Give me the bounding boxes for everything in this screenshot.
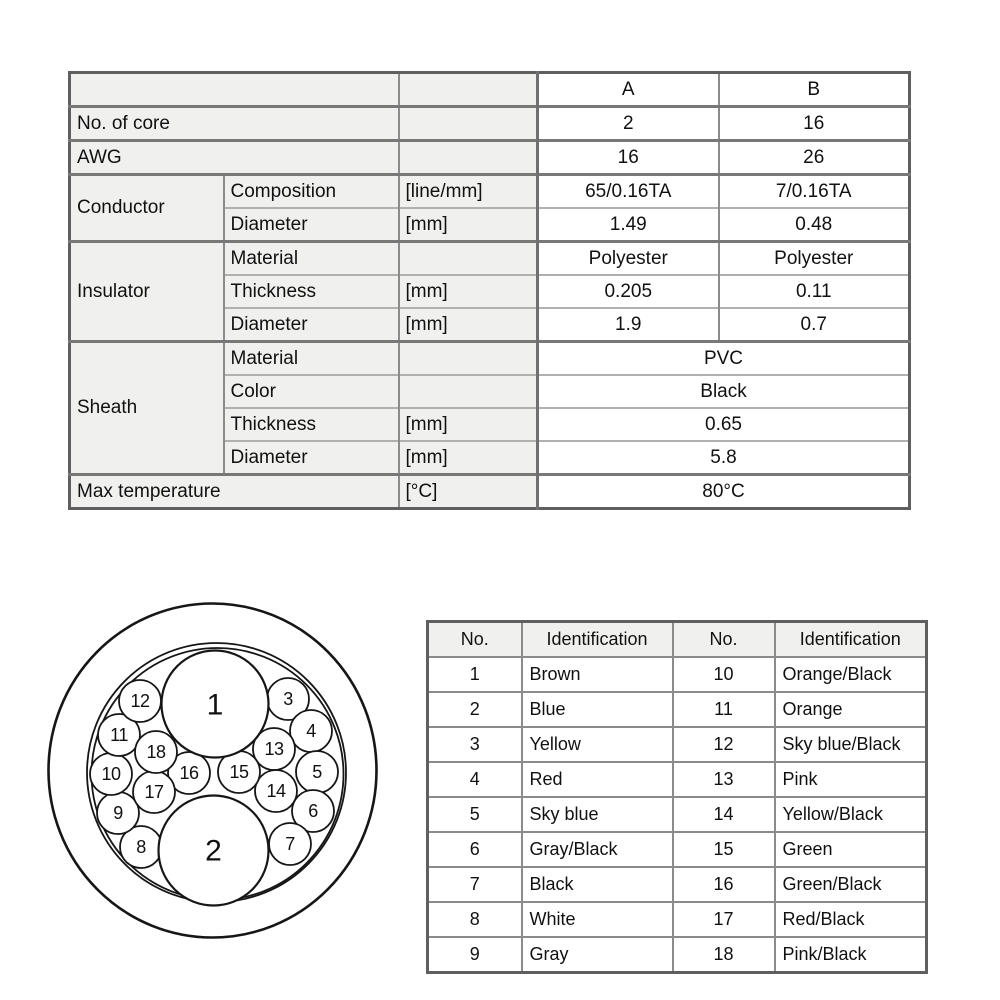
ident-row-7-16 (428, 867, 927, 902)
composition-unit: [line/mm] (399, 175, 538, 209)
sheath-material-value: PVC (538, 342, 910, 376)
ident-no-8: 8 (428, 902, 522, 937)
ident-no-1: 1 (428, 657, 522, 692)
svg-text:17: 17 (144, 782, 164, 802)
ident-row-8-17 (428, 902, 927, 937)
ident-color-6: Gray/Black (522, 832, 673, 867)
spec-row-conductor-composition (70, 175, 910, 209)
sheath-color-unit (399, 375, 538, 408)
sheath-thickness-label: Thickness (224, 408, 399, 441)
conductor-diameter-a: 1.49 (538, 208, 719, 242)
small-core-10 (90, 753, 132, 795)
no-of-core-label: No. of core (70, 107, 399, 141)
insulator-thickness-unit: [mm] (399, 275, 538, 308)
sheath-diameter-unit: [mm] (399, 441, 538, 475)
no-of-core-unit (399, 107, 538, 141)
ident-no-6: 6 (428, 832, 522, 867)
large-core-2 (159, 796, 269, 906)
sheath-color-label: Color (224, 375, 399, 408)
svg-text:13: 13 (264, 739, 284, 759)
svg-text:16: 16 (179, 763, 199, 783)
insulator-material-label: Material (224, 242, 399, 276)
ident-no-17: 17 (673, 902, 775, 937)
spec-row-insulator-material (70, 242, 910, 276)
svg-text:15: 15 (229, 762, 249, 782)
svg-text:14: 14 (266, 781, 286, 801)
sheath-material-label: Material (224, 342, 399, 376)
ident-header-no-left: No. (428, 622, 522, 658)
insulator-diameter-a: 1.9 (538, 308, 719, 342)
ident-color-5: Sky blue (522, 797, 673, 832)
ident-color-10: Orange/Black (775, 657, 927, 692)
insulator-diameter-label: Diameter (224, 308, 399, 342)
ident-header-identification-right: Identification (775, 622, 927, 658)
insulator-diameter-unit: [mm] (399, 308, 538, 342)
svg-text:2: 2 (205, 834, 222, 868)
ident-no-12: 12 (673, 727, 775, 762)
small-core-18 (135, 731, 177, 773)
insulator-thickness-a: 0.205 (538, 275, 719, 308)
ident-no-7: 7 (428, 867, 522, 902)
ident-color-13: Pink (775, 762, 927, 797)
spec-row-no-of-core (70, 107, 910, 141)
ident-no-14: 14 (673, 797, 775, 832)
ident-color-9: Gray (522, 937, 673, 973)
ident-no-15: 15 (673, 832, 775, 867)
svg-text:11: 11 (110, 725, 128, 745)
svg-text:8: 8 (136, 837, 146, 857)
awg-b: 26 (719, 141, 910, 175)
ident-row-6-15 (428, 832, 927, 867)
small-core-9 (97, 792, 139, 834)
cable-cross-section-diagram (40, 593, 396, 947)
svg-text:9: 9 (113, 803, 123, 823)
sheath-thickness-unit: [mm] (399, 408, 538, 441)
conductor-group-label: Conductor (70, 175, 224, 242)
svg-text:12: 12 (130, 691, 150, 711)
ident-color-15: Green (775, 832, 927, 867)
small-core-5 (296, 751, 338, 793)
svg-text:3: 3 (283, 689, 293, 709)
identification-table (426, 620, 928, 974)
no-of-core-a: 2 (538, 107, 719, 141)
svg-text:4: 4 (306, 721, 316, 741)
insulator-thickness-label: Thickness (224, 275, 399, 308)
spec-table (68, 71, 911, 510)
composition-label: Composition (224, 175, 399, 209)
ident-no-18: 18 (673, 937, 775, 973)
ident-header-identification-left: Identification (522, 622, 673, 658)
sheath-thickness-value: 0.65 (538, 408, 910, 441)
ident-no-13: 13 (673, 762, 775, 797)
svg-text:18: 18 (146, 742, 166, 762)
ident-color-12: Sky blue/Black (775, 727, 927, 762)
ident-header-row (428, 622, 927, 658)
sheath-diameter-label: Diameter (224, 441, 399, 475)
svg-text:10: 10 (101, 764, 121, 784)
ident-row-1-10 (428, 657, 927, 692)
ident-color-8: White (522, 902, 673, 937)
ident-no-16: 16 (673, 867, 775, 902)
ident-color-4: Red (522, 762, 673, 797)
ident-no-5: 5 (428, 797, 522, 832)
spec-header-row (70, 73, 910, 107)
awg-unit (399, 141, 538, 175)
small-core-14 (255, 770, 297, 812)
max-temperature-unit: [°C] (399, 475, 538, 509)
spec-row-awg (70, 141, 910, 175)
small-core-7 (269, 823, 311, 865)
ident-row-4-13 (428, 762, 927, 797)
awg-a: 16 (538, 141, 719, 175)
svg-text:7: 7 (285, 834, 295, 854)
ident-row-9-18 (428, 937, 927, 973)
ident-color-18: Pink/Black (775, 937, 927, 973)
small-core-4 (290, 710, 332, 752)
conductor-diameter-label: Diameter (224, 208, 399, 242)
insulator-material-b: Polyester (719, 242, 910, 276)
ident-row-5-14 (428, 797, 927, 832)
no-of-core-b: 16 (719, 107, 910, 141)
svg-text:5: 5 (312, 762, 322, 782)
ident-color-3: Yellow (522, 727, 673, 762)
ident-no-4: 4 (428, 762, 522, 797)
insulator-thickness-b: 0.11 (719, 275, 910, 308)
max-temperature-value: 80°C (538, 475, 910, 509)
conductor-diameter-b: 0.48 (719, 208, 910, 242)
insulator-diameter-b: 0.7 (719, 308, 910, 342)
conductor-diameter-unit: [mm] (399, 208, 538, 242)
svg-text:6: 6 (308, 801, 318, 821)
ident-color-2: Blue (522, 692, 673, 727)
ident-no-3: 3 (428, 727, 522, 762)
spec-col-header-a: A (538, 73, 719, 107)
ident-row-3-12 (428, 727, 927, 762)
insulator-group-label: Insulator (70, 242, 224, 342)
ident-color-14: Yellow/Black (775, 797, 927, 832)
ident-no-11: 11 (673, 692, 775, 727)
ident-no-9: 9 (428, 937, 522, 973)
composition-b: 7/0.16TA (719, 175, 910, 209)
ident-color-17: Red/Black (775, 902, 927, 937)
ident-header-no-right: No. (673, 622, 775, 658)
spec-col-header-b: B (719, 73, 910, 107)
ident-no-2: 2 (428, 692, 522, 727)
ident-color-1: Brown (522, 657, 673, 692)
insulator-material-unit (399, 242, 538, 276)
insulator-material-a: Polyester (538, 242, 719, 276)
ident-row-2-11 (428, 692, 927, 727)
small-core-17 (133, 771, 175, 813)
large-core-1 (162, 651, 269, 758)
ident-color-7: Black (522, 867, 673, 902)
composition-a: 65/0.16TA (538, 175, 719, 209)
spec-row-sheath-material (70, 342, 910, 376)
max-temperature-label: Max temperature (70, 475, 399, 509)
spec-unit-header-cell (399, 73, 538, 107)
small-core-12 (119, 680, 161, 722)
ident-color-11: Orange (775, 692, 927, 727)
ident-color-16: Green/Black (775, 867, 927, 902)
ident-no-10: 10 (673, 657, 775, 692)
sheath-color-value: Black (538, 375, 910, 408)
sheath-diameter-value: 5.8 (538, 441, 910, 475)
sheath-group-label: Sheath (70, 342, 224, 475)
svg-text:1: 1 (206, 688, 224, 722)
awg-label: AWG (70, 141, 399, 175)
sheath-material-unit (399, 342, 538, 376)
spec-row-max-temperature (70, 475, 910, 509)
spec-corner-cell (70, 73, 399, 107)
